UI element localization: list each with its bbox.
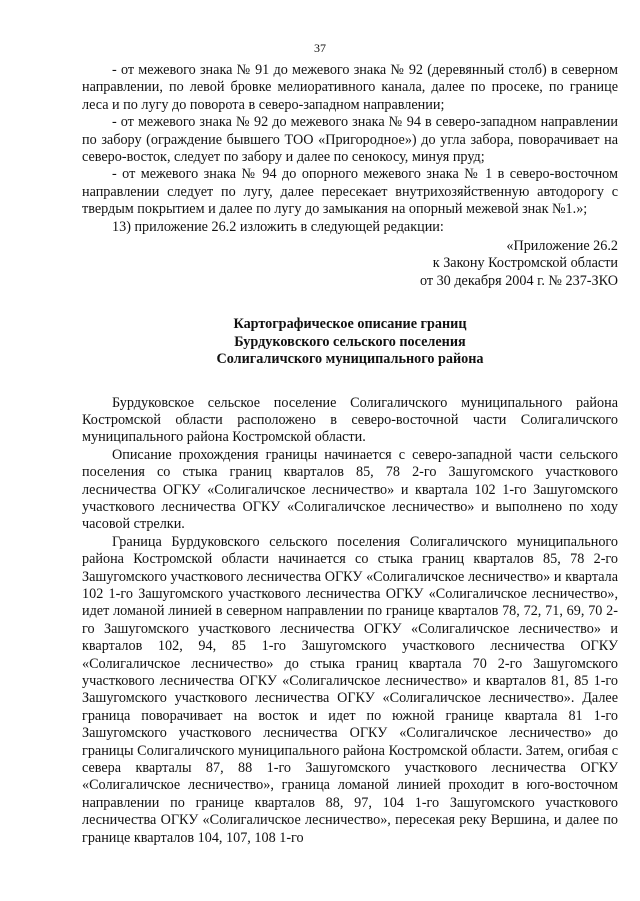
paragraph: Бурдуковское сельское поселение Солигаличского муниципального района Костромской области расположено в северо-восточной части Солигаличского муниципального района Костромской области.: [82, 394, 618, 446]
list-item: - от межевого знака № 91 до межевого знака № 92 (деревянный столб) в северном направлении, по левой бровке мелиоративного канала, далее по просеке, по границе леса и по лугу до поворота в северо-западном направлении;: [82, 62, 618, 113]
appendix-line: «Приложение 26.2: [506, 238, 618, 255]
list-item: - от межевого знака № 92 до межевого знака № 94 в северо-западном направлении по забору (ограждение бывшего ТОО «Пригородное») до угла забора, поворачивает на северо-восток, следует по забору и далее по сенокосу, минуя пруд;: [82, 114, 618, 166]
list-item: 13) приложение 26.2 изложить в следующей редакции:: [112, 218, 444, 235]
appendix-line: от 30 декабря 2004 г. № 237-ЗКО: [419, 272, 618, 289]
title-line: Картографическое описание границ: [233, 316, 467, 333]
list-item: - от межевого знака № 94 до опорного межевого знака № 1 в северо-восточном направлении следует по лугу, далее пересекает внутрихозяйственную автодорогу с твердым покрытием и далее по лугу до замыкания на опорный межевой знак №1.»;: [82, 166, 618, 218]
page-number: 37: [314, 41, 326, 55]
paragraph: Описание прохождения границы начинается с северо-западной части сельского поселения со стыка границ кварталов 85, 78 2-го Зашугомского участкового лесничества ОГКУ «Солигаличское лесничество» и квартала 102 1-го Зашугомского участкового лесничества ОГКУ «Солигаличское лесничество» и выполнено по ходу часовой стрелки.: [82, 446, 618, 533]
appendix-header: [82, 238, 618, 290]
title-line: Бурдуковского сельского поселения: [234, 333, 466, 350]
paragraph: Граница Бурдуковского сельского поселения Солигаличского муниципального района Костромской области начинается со стыка границ кварталов 85, 78 2-го Зашугомского участкового лесничества ОГКУ «Солигаличское лесничество» и квартала 102 1-го Зашугомского участкового лесничества ОГКУ «Солигаличское лесничество», идет ломаной линией в северном направлении по границе кварталов 78, 72, 71, 69, 70 2-го Зашугомского участкового лесничества ОГКУ «Солигаличское лесничество» и кварталов 102, 94, 85 1-го Зашугомского участкового лесничества ОГКУ «Солигаличское лесничество» до стыка границ квартала 70 2-го Зашугомского участкового лесничества ОГКУ «Солигаличское лесничество» и кварталов 81, 85 1-го Зашугомского участкового лесничества ОГКУ «Солигаличское лесничество». Далее граница поворачивает на восток и идет по южной границе квартала 81 1-го Зашугомского участкового лесничества ОГКУ «Солигаличское лесничество» до границы Солигаличского муниципального района Костромской области. Затем, огибая с севера кварталы 87, 88 1-го Зашугомского участкового лесничества ОГКУ «Солигаличское лесничество», граница ломаной линией проходит в юго-восточном направлении по границе кварталов 88, 97, 104 1-го Зашугомского участкового лесничества ОГКУ «Солигаличское лесничество», пересекая реку Вершина, и далее по границе кварталов 104, 107, 108 1-го: [82, 533, 618, 846]
document-body: [82, 62, 618, 847]
title-line: Солигаличского муниципального района: [216, 351, 484, 368]
document-title: [82, 316, 618, 368]
appendix-line: к Закону Костромской области: [432, 255, 618, 272]
